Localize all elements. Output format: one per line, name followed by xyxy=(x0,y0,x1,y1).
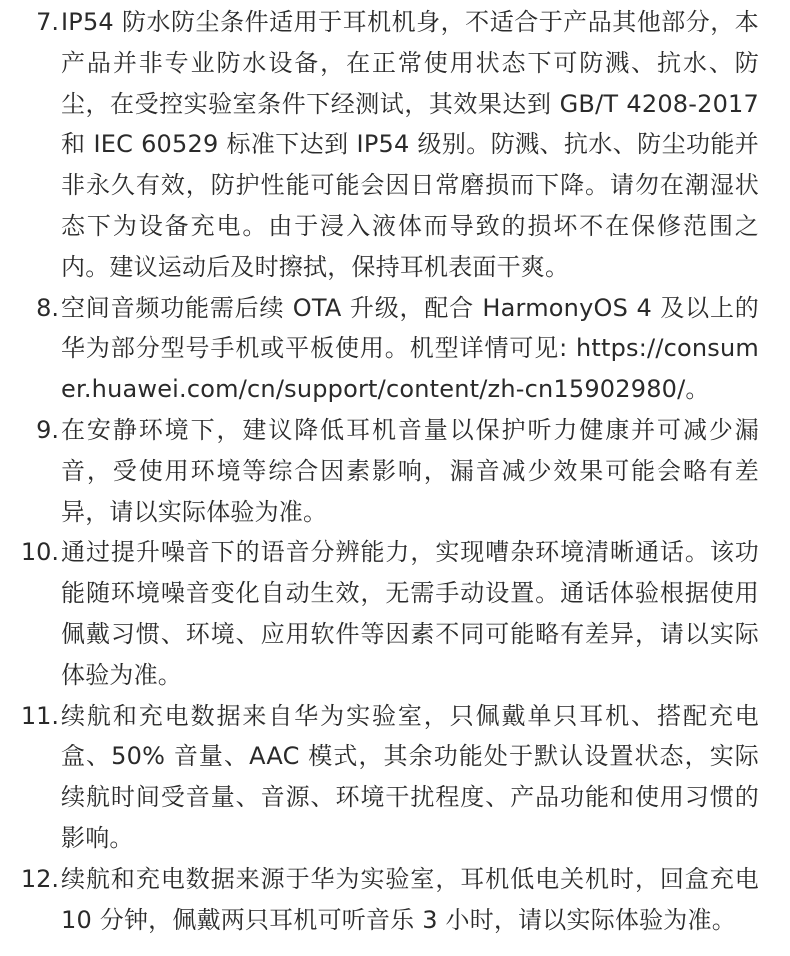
footnote-number: 8. xyxy=(36,293,59,322)
footnote-8 xyxy=(0,288,790,410)
footnote-11 xyxy=(0,696,790,859)
footnote-7 xyxy=(0,2,790,288)
footnote-number: 11. xyxy=(20,701,59,730)
footnote-number: 9. xyxy=(36,415,59,444)
footnote-text: 通过提升噪音下的语音分辨能力，实现嘈杂环境清晰通话。该功能随环境噪音变化自动生效，无需手动设置。通话体验根据使用佩戴习惯、环境、应用软件等因素不同可能略有差异，请以实际体验为准。 xyxy=(61,538,759,689)
footnote-12 xyxy=(0,859,790,941)
footnote-number: 10. xyxy=(20,538,59,567)
footnote-text: 续航和充电数据来自华为实验室，只佩戴单只耳机、搭配充电盒、50% 音量、AAC 模式，其余功能处于默认设置状态，实际续航时间受音量、音源、环境干扰程度、产品功能和使用习惯的影响。 xyxy=(61,701,759,852)
footnote-10 xyxy=(0,532,790,695)
footnote-text: 在安静环境下，建议降低耳机音量以保护听力健康并可减少漏音，受使用环境等综合因素影响，漏音减少效果可能会略有差异，请以实际体验为准。 xyxy=(61,415,759,526)
footnote-number: 7. xyxy=(36,8,59,36)
footnote-text: IP54 防水防尘条件适用于耳机机身，不适合于产品其他部分，本产品并非专业防水设备，在正常使用状态下可防溅、抗水、防尘，在受控实验室条件下经测试，其效果达到 GB/T 4208-2017 和 IEC 60529 标准下达到 IP54 级别。防溅、抗水、防尘功能并非永久有效，防护性能可能会因日常磨损而下降。请勿在潮湿状态下为设备充电。由于浸入液体而导致的损坏不在保修范围之内。建议运动后及时擦拭，保持耳机表面干爽。 xyxy=(61,8,759,281)
footnote-text: 续航和充电数据来源于华为实验室，耳机低电关机时，回盒充电 10 分钟，佩戴两只耳机可听音乐 3 小时，请以实际体验为准。 xyxy=(61,864,759,934)
footnote-number: 12. xyxy=(20,864,59,893)
footnote-text: 空间音频功能需后续 OTA 升级，配合 HarmonyOS 4 及以上的华为部分型号手机或平板使用。机型详情可见: https://consumer.huawei.com/cn/support/content/zh-cn15902980/。 xyxy=(61,293,759,404)
footnote-9 xyxy=(0,410,790,532)
